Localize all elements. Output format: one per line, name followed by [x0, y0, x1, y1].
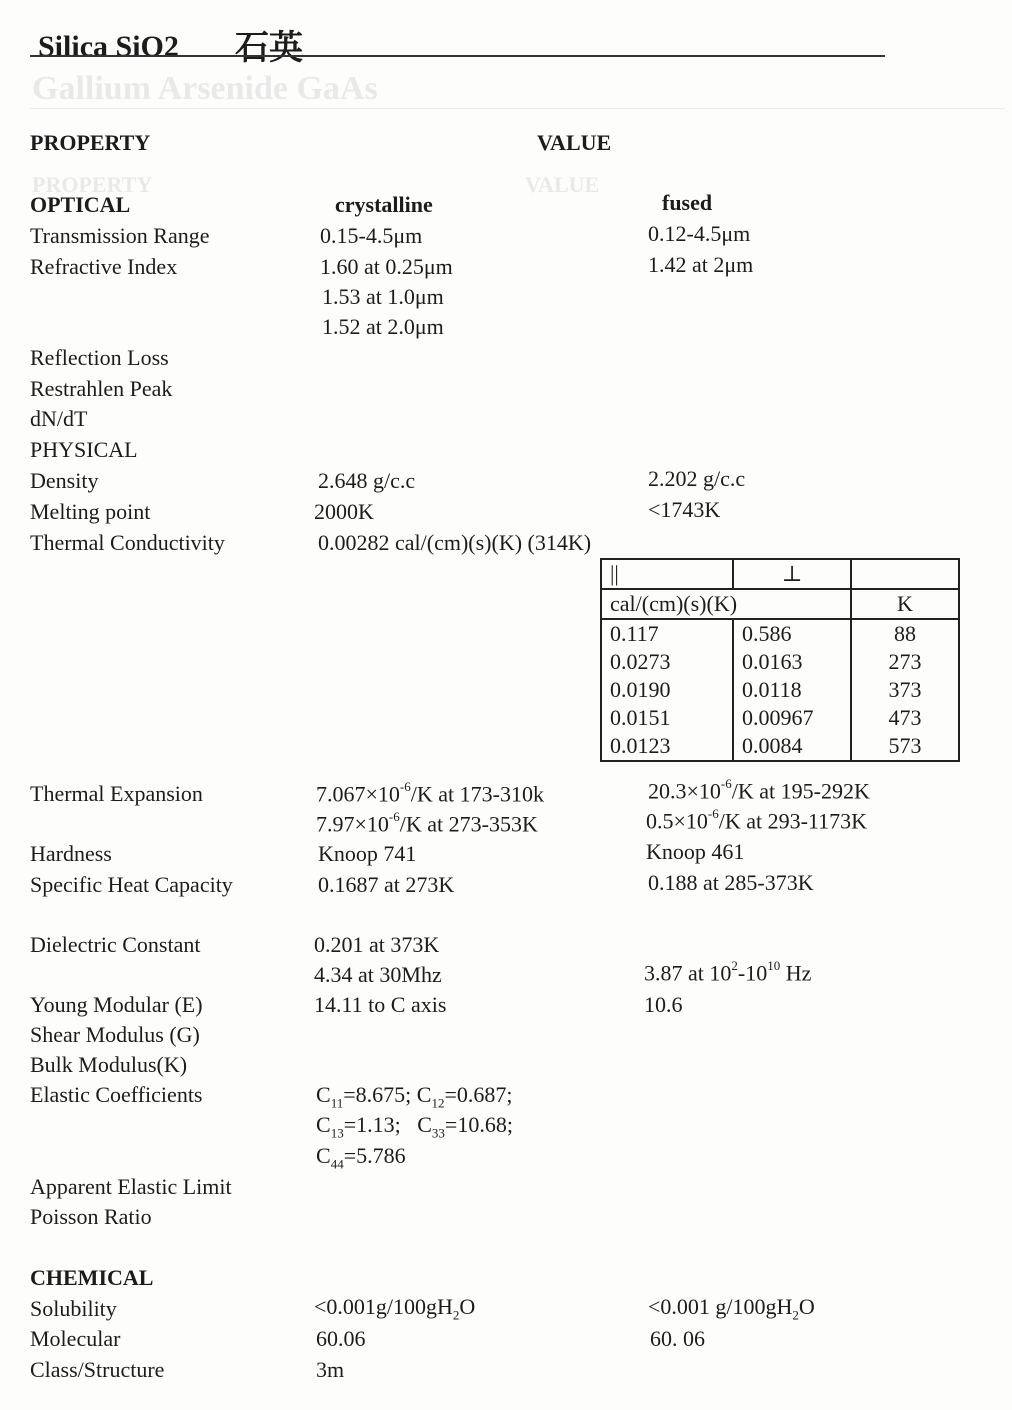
label-thermal-conductivity: Thermal Conductivity [30, 530, 225, 555]
column-fused: fused [662, 190, 713, 215]
section-chemical: CHEMICAL [30, 1265, 154, 1290]
value-refractive-crystalline-1: 1.60 at 0.25μm [320, 254, 453, 279]
tc-cell: 373 [851, 676, 959, 704]
label-melting-point: Melting point [30, 499, 151, 524]
tc-cell: 0.0123 [601, 732, 733, 761]
value-young-crystalline: 14.11 to C axis [314, 992, 447, 1017]
label-elastic-coefficients: Elastic Coefficients [30, 1082, 203, 1107]
ghost-rule [30, 108, 1005, 109]
value-thermal-expansion-crystalline-1: $7.067\times 10^{-6}/K$ at 173-310k [316, 779, 544, 807]
title-rule [30, 55, 885, 57]
value-dielectric-crystalline-1: 0.201 at 373K [314, 932, 440, 957]
value-solubility-fused: <0.001 $g/100gH_2O$ [648, 1294, 815, 1323]
ghost-property: PROPERTY [32, 172, 153, 197]
header-property: PROPERTY [30, 130, 151, 155]
tc-cell: 0.117 [601, 619, 733, 648]
label-density: Density [30, 468, 99, 493]
ghost-value: VALUE [525, 172, 600, 197]
table-row [601, 676, 959, 704]
section-optical: OPTICAL [30, 192, 131, 217]
tc-k-label: K [851, 589, 959, 619]
thermal-conductivity-table [600, 558, 960, 762]
tc-cell: 473 [851, 704, 959, 732]
tc-unit-label: cal/(cm)(s)(K) [601, 589, 851, 619]
tc-cell: 273 [851, 648, 959, 676]
tc-cell: 0.0118 [733, 676, 851, 704]
tc-cell: 88 [851, 619, 959, 648]
tc-unit-row [601, 589, 959, 619]
label-restrahlen-peak: Restrahlen Peak [30, 376, 173, 401]
value-melting-fused: <1743K [648, 497, 721, 522]
value-molecular-crystalline: 60.06 [316, 1326, 366, 1351]
label-poisson-ratio: Poisson Ratio [30, 1204, 152, 1229]
label-transmission-range: Transmission Range [30, 223, 210, 248]
value-specific-heat-crystalline: 0.1687 at 273K [318, 872, 455, 897]
tc-cell: 0.0190 [601, 676, 733, 704]
value-thermal-expansion-fused-2: $0.5\times 10^{-6}/K$ at 293-1173K [646, 806, 868, 834]
value-young-fused: 10.6 [644, 992, 683, 1017]
page-title-chinese: 石英 [235, 28, 303, 68]
header-value: VALUE [537, 130, 612, 155]
value-class-crystalline: 3m [316, 1357, 345, 1382]
value-solubility-crystalline: $<0.001g/100gH_2O$ [314, 1294, 476, 1323]
value-thermal-expansion-crystalline-2: $7.97\times 10^{-6}/K$ at 273-353K [316, 809, 538, 837]
tc-cell: 0.0084 [733, 732, 851, 761]
label-reflection-loss: Reflection Loss [30, 345, 169, 370]
label-apparent-elastic-limit: Apparent Elastic Limit [30, 1174, 232, 1199]
label-hardness: Hardness [30, 841, 112, 866]
label-class-structure: Class/Structure [30, 1357, 165, 1382]
table-row [601, 648, 959, 676]
value-transmission-fused: 0.12-4.5μm [648, 221, 751, 246]
label-shear-modulus: Shear Modulus (G) [30, 1022, 200, 1047]
tc-cell: 0.0163 [733, 648, 851, 676]
value-melting-crystalline: 2000K [314, 499, 374, 524]
value-refractive-crystalline-2: 1.53 at 1.0μm [322, 284, 444, 309]
table-row [601, 732, 959, 761]
tc-cell: 0.00967 [733, 704, 851, 732]
section-physical: PHYSICAL [30, 437, 138, 462]
table-row [601, 704, 959, 732]
page-title: Silica SiO2 [38, 30, 179, 63]
tc-cell: 573 [851, 732, 959, 761]
value-elastic-line-1: $C_{11}=8.675$; $C_{12}=0.687$; [316, 1082, 513, 1111]
label-bulk-modulus: Bulk Modulus(K) [30, 1052, 188, 1077]
tc-cell: 0.0273 [601, 648, 733, 676]
label-dndt: dN/dT [30, 406, 88, 431]
tc-header-parallel: || [601, 559, 733, 589]
label-specific-heat: Specific Heat Capacity [30, 872, 233, 897]
label-young-modulus: Young Modular (E) [30, 992, 203, 1017]
table-row [601, 619, 959, 648]
label-thermal-expansion: Thermal Expansion [30, 781, 203, 806]
tc-header-row [601, 559, 959, 589]
value-thermal-expansion-fused-1: $20.3\times 10^{-6}/K$ at 195-292K [648, 776, 870, 804]
column-crystalline: crystalline [335, 192, 433, 217]
value-hardness-crystalline: Knoop 741 [318, 841, 417, 866]
tc-header-blank [851, 559, 959, 589]
value-transmission-crystalline: 0.15-4.5μm [320, 223, 423, 248]
tc-header-perpendicular: ⊥ [733, 559, 851, 589]
label-dielectric-constant: Dielectric Constant [30, 932, 201, 957]
label-refractive-index: Refractive Index [30, 254, 178, 279]
label-solubility: Solubility [30, 1296, 117, 1321]
value-molecular-fused: 60. 06 [650, 1326, 705, 1351]
value-density-crystalline: 2.648 g/c.c [318, 468, 416, 493]
value-refractive-fused: 1.42 at 2μm [648, 252, 754, 277]
value-thermal-conductivity-crystalline: 0.00282 cal/(cm)(s)(K) (314K) [318, 530, 592, 555]
ghost-title: Gallium Arsenide GaAs [32, 70, 378, 107]
label-molecular: Molecular [30, 1326, 121, 1351]
value-density-fused: 2.202 g/c.c [648, 466, 746, 491]
value-refractive-crystalline-3: 1.52 at 2.0μm [322, 314, 444, 339]
value-dielectric-crystalline-2: 4.34 at 30Mhz [314, 962, 442, 987]
value-elastic-line-2: $C_{13}=1.13$; $C_{33}=10.68$; [316, 1112, 513, 1141]
value-specific-heat-fused: 0.188 at 285-373K [648, 870, 814, 895]
value-hardness-fused: Knoop 461 [646, 839, 745, 864]
tc-cell: 0.0151 [601, 704, 733, 732]
tc-cell: 0.586 [733, 619, 851, 648]
value-dielectric-fused: 3.87 at $10^2-10^{10}$ Hz [644, 958, 812, 986]
value-elastic-line-3: $C_{44}=5.786$ [316, 1143, 406, 1172]
